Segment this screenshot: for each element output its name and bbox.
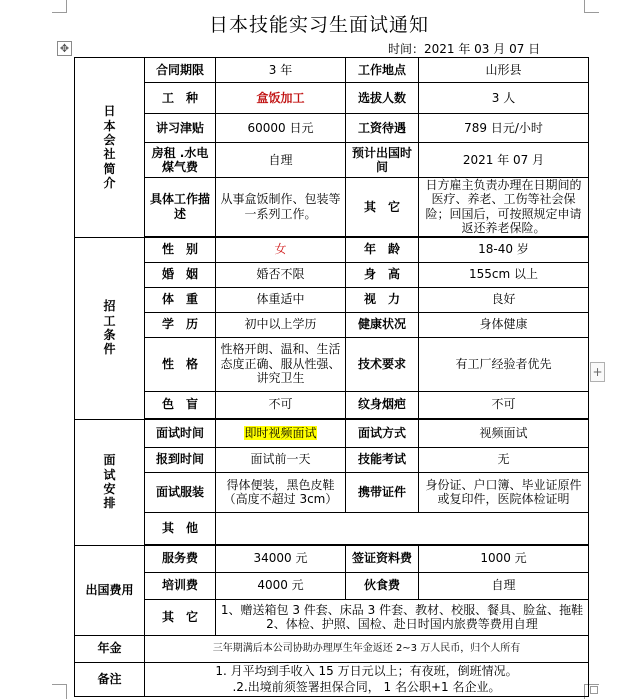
table-move-handle-icon[interactable]: ✥ [57, 41, 72, 56]
interview-method-value[interactable]: 视频面试 [419, 419, 589, 447]
table-row [75, 178, 589, 237]
meal-fee-label: 伙食费 [346, 572, 419, 599]
skill-value[interactable]: 有工厂经验者优先 [419, 337, 589, 391]
gender-label: 性 别 [145, 237, 216, 262]
interview-other-value[interactable] [216, 512, 589, 544]
weight-label: 体 重 [145, 287, 216, 312]
company-other-label: 其 它 [346, 178, 419, 237]
abroad-other-value[interactable] [216, 599, 589, 635]
interview-time-label: 面试时间 [145, 419, 216, 447]
table-row [75, 391, 589, 418]
table-row [75, 287, 589, 312]
rent-value[interactable]: 自理 [216, 143, 346, 178]
character-value[interactable]: 性格开朗、温和、生活态度正确、服从性强、讲究卫生 [216, 337, 346, 391]
table-row [75, 545, 589, 572]
health-value[interactable]: 身体健康 [419, 312, 589, 337]
education-value[interactable]: 初中以上学历 [216, 312, 346, 337]
add-column-icon[interactable]: + [590, 362, 605, 382]
section-remarks: 备注 [75, 662, 145, 696]
service-fee-value[interactable]: 34000 元 [216, 545, 346, 572]
gender-value[interactable]: 女 [216, 237, 346, 262]
meal-fee-value[interactable]: 自理 [419, 572, 589, 599]
contract-value[interactable]: 3 年 [216, 58, 346, 83]
interview-time-value[interactable] [216, 419, 346, 447]
age-value[interactable]: 18-40 岁 [419, 237, 589, 262]
tattoo-value[interactable]: 不可 [419, 391, 589, 418]
table-row [75, 635, 589, 662]
interview-notice-table [74, 57, 589, 697]
remarks-line-2: .2.出境前须签署担保合同， 1 名公职+1 名企业。 [232, 680, 501, 695]
skill-exam-value[interactable]: 无 [419, 447, 589, 472]
section-company: 日本会社简介 [75, 58, 145, 238]
wage-label: 工资待遇 [346, 114, 419, 143]
document-title: 日本技能实习生面试通知 [208, 14, 429, 36]
table-row [75, 447, 589, 472]
visa-fee-value[interactable]: 1000 元 [419, 545, 589, 572]
education-label: 学 历 [145, 312, 216, 337]
weight-value[interactable]: 体重适中 [216, 287, 346, 312]
job-label: 工 种 [145, 83, 216, 114]
table-row [75, 512, 589, 544]
rent-label: 房租 .水电煤气费 [145, 143, 216, 178]
table-row [75, 114, 589, 143]
count-value[interactable]: 3 人 [419, 83, 589, 114]
documents-label: 携带证件 [346, 472, 419, 512]
wage-value[interactable]: 789 日元/小时 [419, 114, 589, 143]
interview-time-highlight: 即时视频面试 [244, 425, 317, 440]
table-row [75, 337, 589, 391]
job-value[interactable]: 盒饭加工 [216, 83, 346, 114]
vision-label: 视 力 [346, 287, 419, 312]
character-label: 性 格 [145, 337, 216, 391]
table-row [75, 472, 589, 512]
tattoo-label: 纹身烟疤 [346, 391, 419, 418]
table-row [75, 572, 589, 599]
location-label: 工作地点 [346, 58, 419, 83]
remarks-value[interactable] [145, 662, 589, 696]
table-row [75, 599, 589, 635]
service-fee-label: 服务费 [145, 545, 216, 572]
page-corner-mark [52, 684, 67, 699]
table-row [75, 419, 589, 447]
pension-value[interactable]: 三年期满后本公司协助办理厚生年金返还 2~3 万人民币，归个人所有 [145, 635, 589, 662]
height-value[interactable]: 155cm 以上 [419, 262, 589, 287]
interview-other-label: 其 他 [145, 512, 216, 544]
training-fee-label: 培训费 [145, 572, 216, 599]
interview-method-label: 面试方式 [346, 419, 419, 447]
section-interview: 面试安排 [75, 419, 145, 545]
document-date: 时间：2021 年 03 月 07 日 [388, 42, 541, 56]
table-row [75, 143, 589, 178]
health-label: 健康状况 [346, 312, 419, 337]
allowance-label: 讲习津贴 [145, 114, 216, 143]
table-row [75, 262, 589, 287]
colorblind-value[interactable]: 不可 [216, 391, 346, 418]
table-row [75, 312, 589, 337]
skill-exam-label: 技能考试 [346, 447, 419, 472]
documents-value[interactable]: 身份证、户口簿、毕业证原件或复印件，医院体检证明 [419, 472, 589, 512]
count-label: 选拔人数 [346, 83, 419, 114]
job-desc-label: 具体工作描述 [145, 178, 216, 237]
table-resize-handle-icon[interactable] [590, 686, 598, 694]
abroad-other-line-1: 1、赠送箱包 3 件套、床品 3 件套、教材、校服、餐具、脸盆、拖鞋 [220, 602, 584, 617]
section-abroad: 出国费用 [75, 545, 145, 635]
contract-label: 合同期限 [145, 58, 216, 83]
age-label: 年 龄 [346, 237, 419, 262]
section-pension: 年金 [75, 635, 145, 662]
departure-label: 预计出国时间 [346, 143, 419, 178]
report-time-value[interactable]: 面试前一天 [216, 447, 346, 472]
skill-label: 技术要求 [346, 337, 419, 391]
height-label: 身 高 [346, 262, 419, 287]
colorblind-label: 色 盲 [145, 391, 216, 418]
location-value[interactable]: 山形县 [419, 58, 589, 83]
marriage-value[interactable]: 婚否不限 [216, 262, 346, 287]
training-fee-value[interactable]: 4000 元 [216, 572, 346, 599]
remarks-line-1: 1. 月平均到手收入 15 万日元以上；有夜班，倒班情况。 [215, 663, 518, 678]
dress-value[interactable]: 得体便装，黑色皮鞋（高度不超过 3cm） [216, 472, 346, 512]
allowance-value[interactable]: 60000 日元 [216, 114, 346, 143]
job-desc-value[interactable]: 从事盒饭制作、包装等一系列工作。 [216, 178, 346, 237]
table-row [75, 58, 589, 83]
marriage-label: 婚 姻 [145, 262, 216, 287]
section-recruit: 招工条件 [75, 237, 145, 419]
abroad-other-label: 其 它 [145, 599, 216, 635]
report-time-label: 报到时间 [145, 447, 216, 472]
abroad-other-line-2: 2、体检、护照、国检、赴日时国内旅费等费用自理 [266, 617, 538, 632]
departure-value[interactable]: 2021 年 07 月 [419, 143, 589, 178]
dress-label: 面试服装 [145, 472, 216, 512]
vision-value[interactable]: 良好 [419, 287, 589, 312]
table-row [75, 83, 589, 114]
table-row [75, 662, 589, 696]
table-row [75, 237, 589, 262]
visa-fee-label: 签证资料费 [346, 545, 419, 572]
company-other-value[interactable]: 日方雇主负责办理在日期间的医疗、养老、工伤等社会保险；回国后，可按照规定申请返还养老保险。 [419, 178, 589, 237]
